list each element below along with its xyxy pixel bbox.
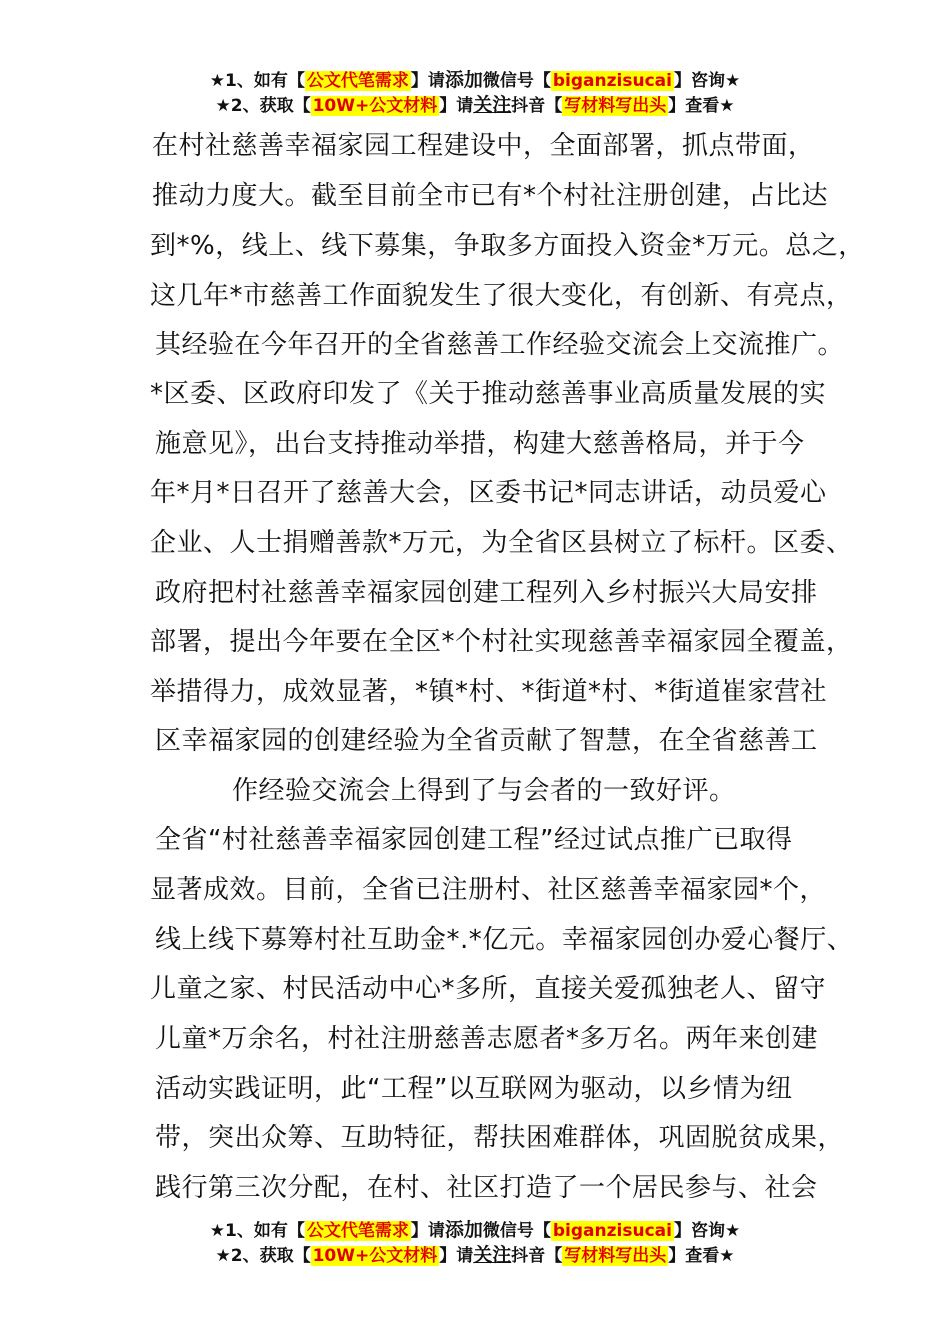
text-line: 儿童之家、村民活动中心*多所，直接关爱孤独老人、留守: [150, 974, 827, 1004]
wechat-id: biganzisucai: [552, 71, 672, 91]
text-line: 这几年*市慈善工作面貌发生了很大变化，有创新、有亮点，: [150, 281, 853, 311]
text-line: *区委、区政府印发了《关于推动慈善事业高质量发展的实: [150, 379, 827, 409]
text-line: 部署，提出今年要在全区*个村社实现慈善幸福家园全覆盖，: [150, 627, 853, 657]
text-line: 企业、人士捐赠善款*万元，为全省区县树立了标杆。区委、: [150, 528, 853, 558]
text-line: 推动力度大。截至目前全市已有*个村社注册创建，占比达: [152, 181, 829, 211]
text-line: 践行第三次分配，在村、社区打造了一个居民参与、社会: [155, 1173, 818, 1203]
promo-banner-top-1: ★1、如有【 公文代笔需求 】请添加微信号【 biganzisucai 】咨询★: [209, 69, 741, 91]
text-line: 显著成效。目前，全省已注册村、社区慈善幸福家园*个，: [150, 875, 827, 905]
promo-banner-bottom-1: ★1、如有【 公文代笔需求 】请添加微信号【 biganzisucai 】咨询★: [209, 1219, 741, 1241]
text-line: 施意见》，出台支持推动举措，构建大慈善格局，并于今: [155, 429, 805, 459]
text-line: 年*月*日召开了慈善大会，区委书记*同志讲话，动员爱心: [150, 478, 827, 508]
star-icon: ★: [209, 71, 226, 91]
highlight-text: 10W+公文材料: [312, 96, 438, 116]
text-line: 举措得力，成效显著，*镇*村、*街道*村、*街道崔家营社: [150, 677, 828, 707]
promo-banner-bottom-2: ★2、获取【 10W+公文材料 】请关注抖音【 写材料写出头 】查看★: [215, 1244, 735, 1266]
star-icon: ★: [209, 1221, 226, 1241]
douyin-id: 写材料写出头: [564, 96, 667, 116]
text-line: 其经验在今年召开的全省慈善工作经验交流会上交流推广。: [155, 330, 845, 360]
text-line: 活动实践证明，此“工程”以互联网为驱动，以乡情为纽: [155, 1074, 793, 1104]
text-line: 在村社慈善幸福家园工程建设中，全面部署，抓点带面，: [152, 131, 815, 161]
text-line: 作经验交流会上得到了与会者的一致好评。: [232, 776, 736, 806]
promo-banner-top-2: ★2、获取【 10W+公文材料 】请关注抖音【 写材料写出头 】查看★: [215, 94, 735, 116]
text-line: 带，突出众筹、互助特征，帮扶困难群体，巩固脱贫成果，: [155, 1123, 845, 1153]
text-line: 区幸福家园的创建经验为全省贡献了智慧，在全省慈善工: [155, 726, 818, 756]
text-line: 政府把村社慈善幸福家园创建工程列入乡村振兴大局安排: [155, 578, 818, 608]
text-line: 线上线下募筹村社互助金*.*亿元。幸福家园创办爱心餐厅、: [155, 925, 854, 955]
highlight-text: 公文代笔需求: [306, 71, 409, 91]
highlight-text: 10W+公文材料: [312, 1246, 438, 1266]
star-icon: ★: [215, 1246, 231, 1266]
highlight-text: 公文代笔需求: [306, 1221, 409, 1241]
douyin-id: 写材料写出头: [564, 1246, 667, 1266]
text-line: 全省“村社慈善幸福家园创建工程”经过试点推广已取得: [155, 825, 793, 855]
text-line: 到*%，线上、线下募集，争取多方面投入资金*万元。总之，: [150, 231, 865, 261]
star-icon: ★: [215, 96, 231, 116]
text-line: 儿童*万余名，村社注册慈善志愿者*多万名。两年来创建: [155, 1024, 819, 1054]
wechat-id: biganzisucai: [552, 1221, 672, 1241]
